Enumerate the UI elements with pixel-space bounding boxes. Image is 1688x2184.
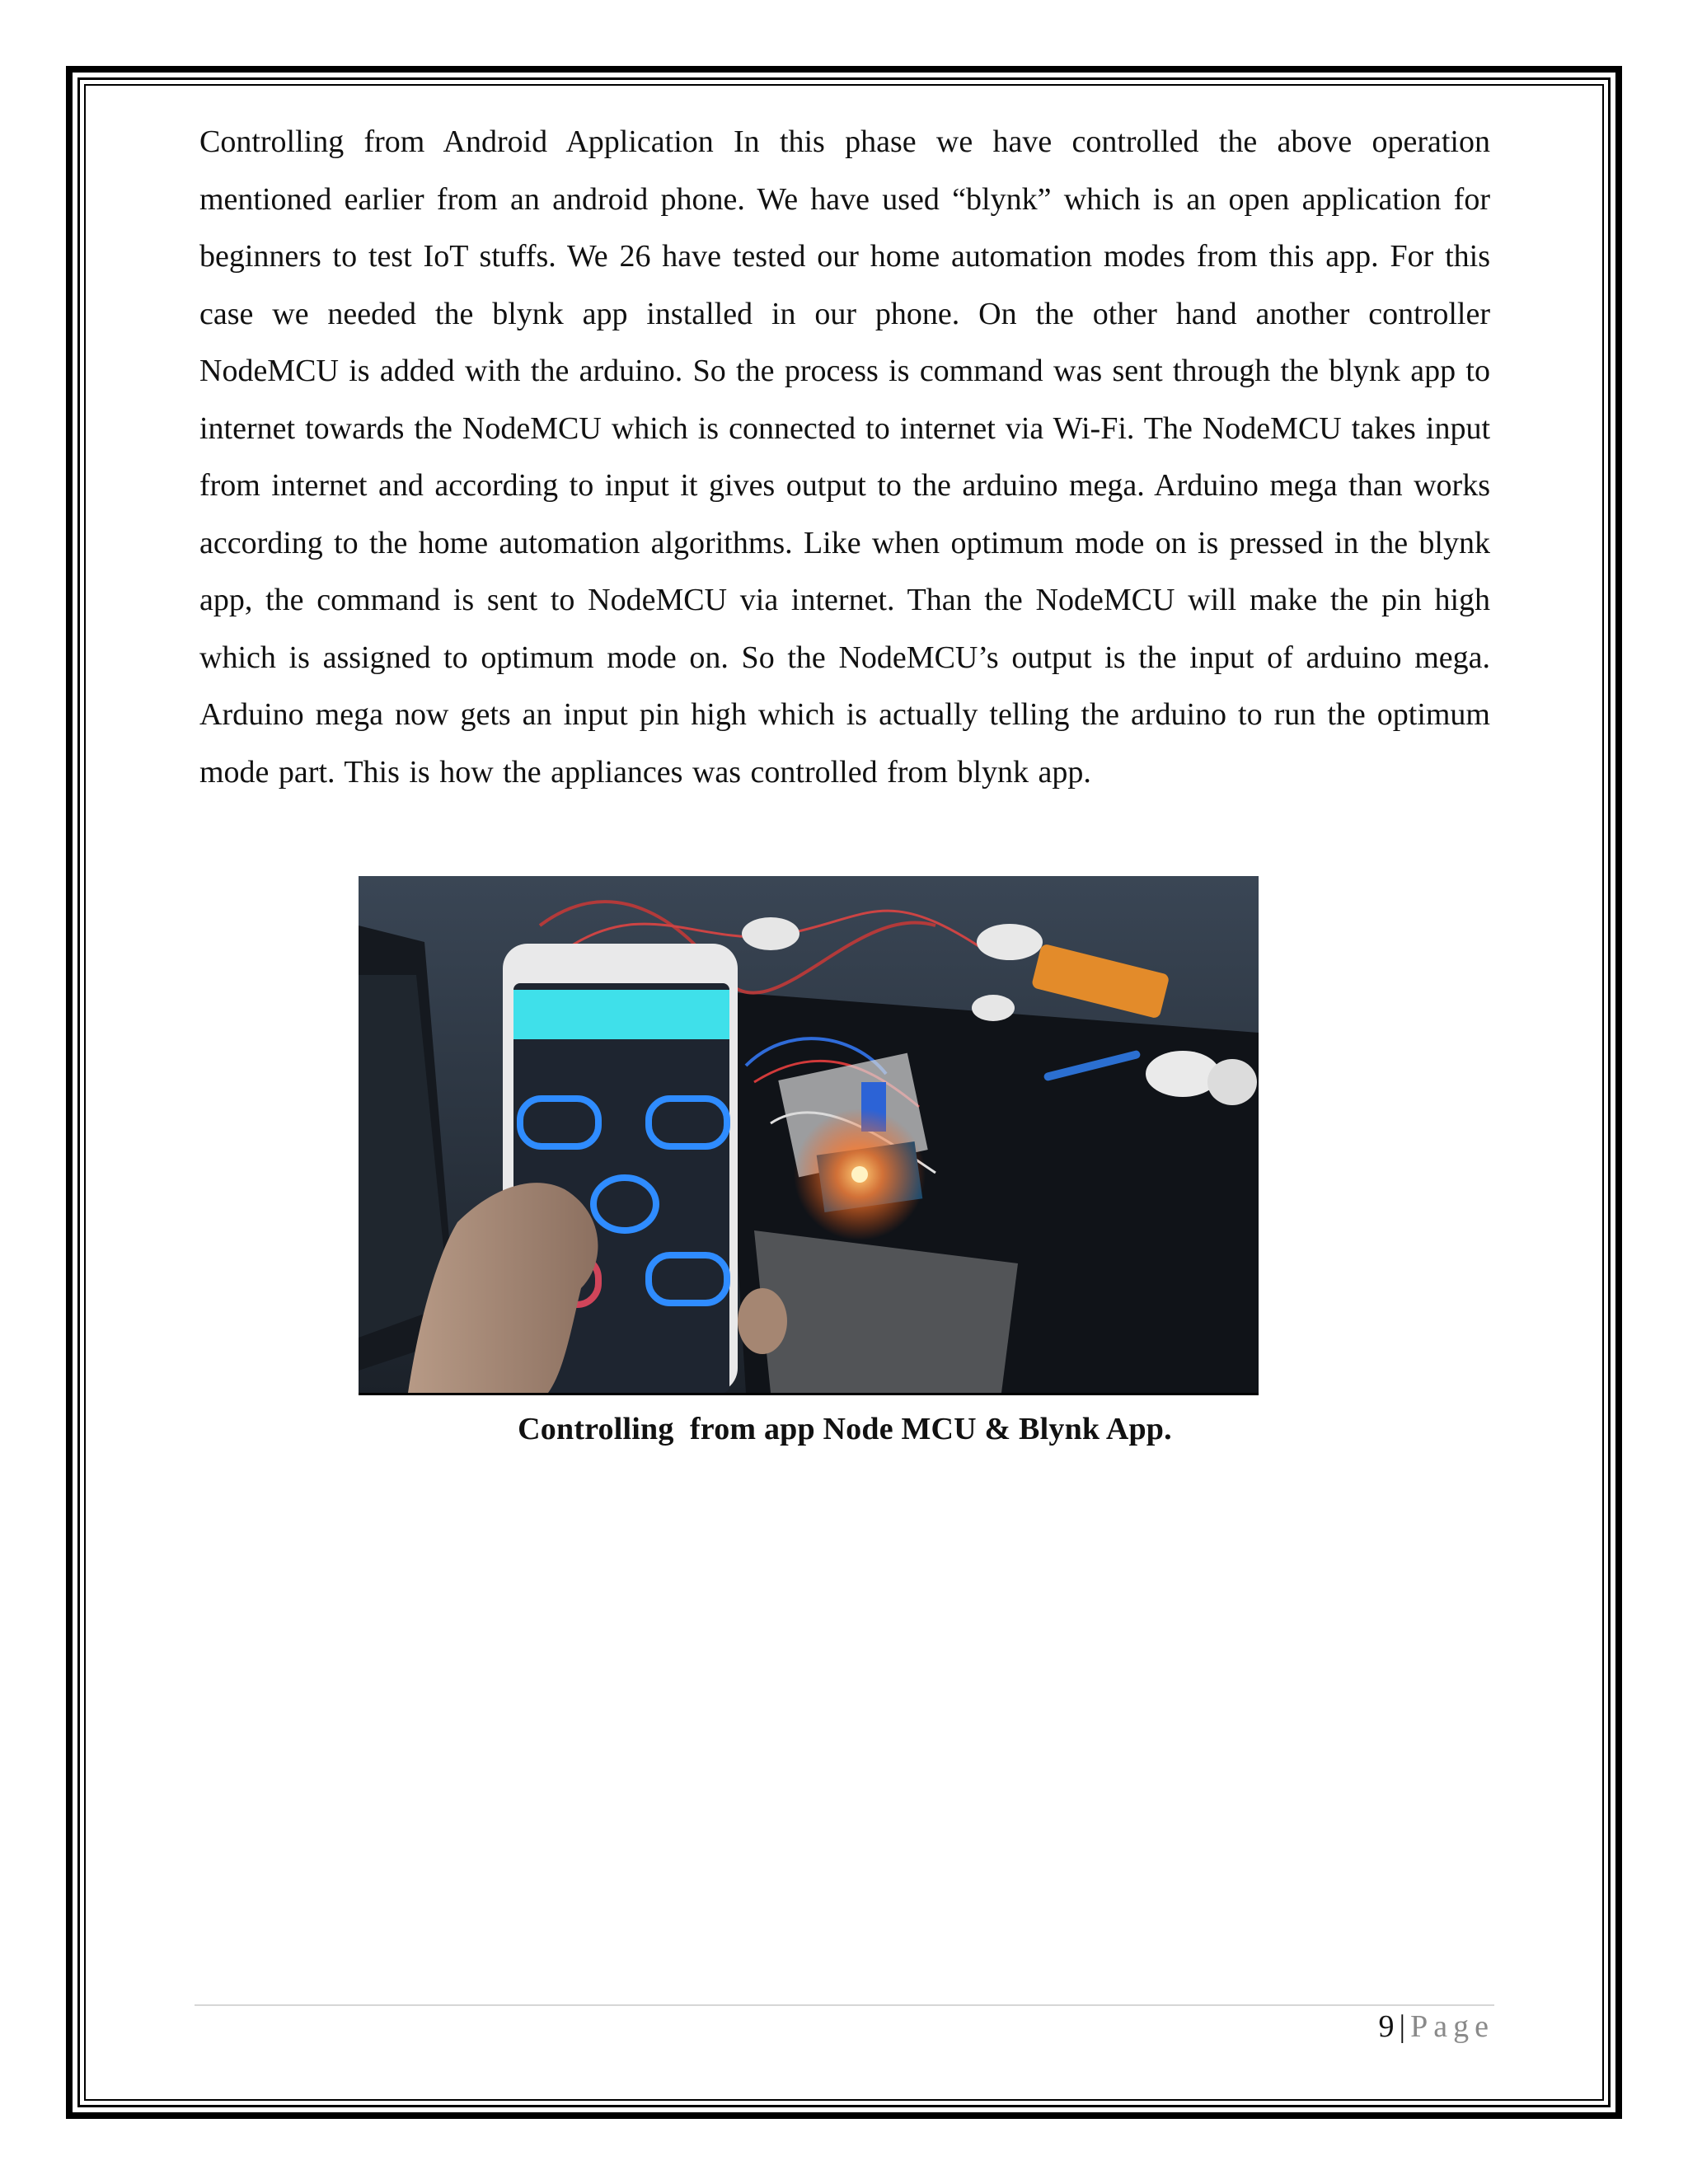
footer-divider bbox=[195, 2004, 1494, 2006]
figure-photo-phone-and-arduino bbox=[359, 876, 1259, 1395]
page-number-value: 9 bbox=[1378, 2009, 1395, 2044]
page-number bbox=[1379, 2008, 1494, 2045]
page-word: Page bbox=[1410, 2009, 1494, 2044]
body-paragraph: Controlling from Android Application In this phase we have controlled the above operation mentioned earlier from an android phone. We have used “blynk” which is an open application for beginners to test IoT stuffs. We 26 have tested our home automation modes from this app. For this case we needed the blynk app installed in our phone. On the other hand another controller NodeMCU is added with the arduino. So the process is command was sent through the blynk app to internet towards the NodeMCU which is connected to internet via Wi-Fi. The NodeMCU takes input from internet and according to input it gives output to the arduino mega. Arduino mega than works according to the home automation algorithms. Like when optimum mode on is pressed in the blynk app, the command is sent to NodeMCU via internet. Than the NodeMCU will make the pin high which is assigned to optimum mode on. So the NodeMCU’s output is the input of arduino mega. Arduino mega now gets an input pin high which is actually telling the arduino to run the optimum mode part. This is how the appliances was controlled from blynk app. bbox=[199, 124, 1490, 790]
figure-caption: Controlling from app Node MCU & Blynk App. bbox=[518, 1412, 1172, 1446]
photo-illustration bbox=[359, 876, 1259, 1393]
page-number-separator: | bbox=[1399, 2009, 1406, 2044]
